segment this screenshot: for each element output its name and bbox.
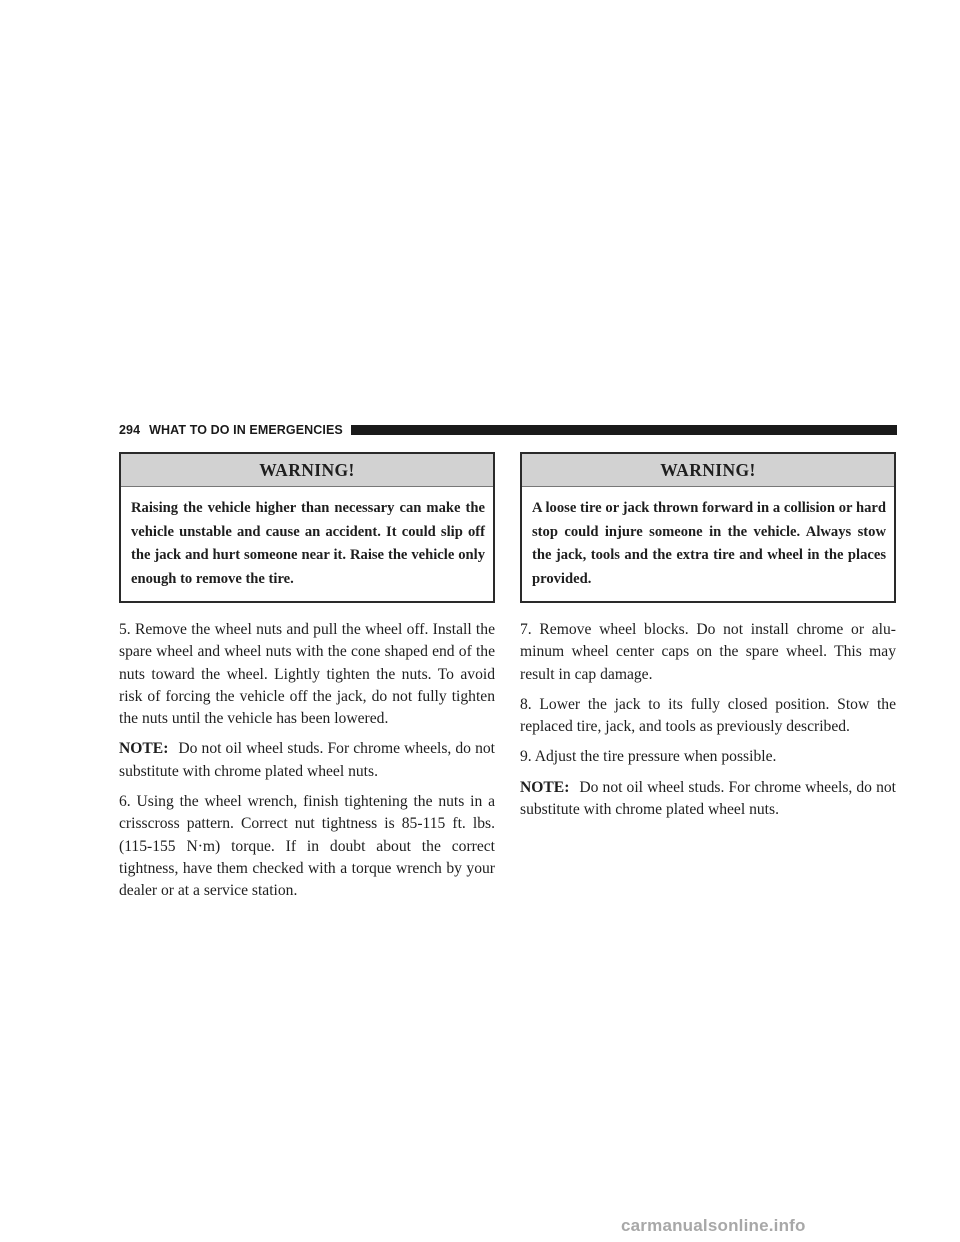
note: [520, 777, 896, 822]
watermark-logo: carmanualsonline.info: [621, 1216, 806, 1235]
note-text: Do not oil wheel studs. For chrome wheels, do not substitute with chrome plated wheel nuts.: [119, 740, 495, 780]
warning-box: [119, 452, 495, 603]
warning-title: WARNING!: [522, 454, 894, 487]
warning-text: Raising the vehicle higher than necessary can make the vehicle unstable and cause an accident. It could slip off the jack and hurt someone near it. Raise the vehicle only enough to remove the tire.: [131, 500, 485, 587]
step-5: 5. Remove the wheel nuts and pull the wheel off. Install the spare wheel and wheel nuts with the cone shaped end of the nuts toward the wheel. Lightly tighten the nuts. To avoid risk of forcing the vehicle off the jack, do not fully tighten the nuts until the vehicle has been lowered.: [119, 621, 495, 728]
section-title: WHAT TO DO IN EMERGENCIES: [149, 423, 343, 437]
note: [119, 738, 495, 783]
warning-text: A loose tire or jack thrown forward in a collision or hard stop could injure someone in the vehicle. Always stow the jack, tools and the extra tire and wheel in the places provided.: [532, 500, 886, 587]
warning-box: [520, 452, 896, 603]
right-column: [520, 452, 896, 829]
step-9: 9. Adjust the tire pressure when possible.: [520, 748, 777, 766]
step-6: 6. Using the wheel wrench, finish tightening the nuts in a crisscross pattern. Correct nut tightness is 85-115 ft. lbs. (115-155 N·m) torque. If in doubt about the correct tightness, have them checked with a torque wrench by your dealer or at a service station.: [119, 793, 495, 900]
step-7: 7. Remove wheel blocks. Do not install chrome or alu-minum wheel center caps on the spare wheel. This may result in cap damage.: [520, 621, 896, 683]
warning-title: WARNING!: [121, 454, 493, 487]
header-rule: [351, 425, 897, 435]
page-header: [119, 423, 897, 437]
note-label: NOTE:: [520, 778, 570, 796]
page-number: 294: [119, 423, 141, 437]
left-column: [119, 452, 495, 911]
note-label: NOTE:: [119, 740, 169, 758]
step-8: 8. Lower the jack to its fully closed position. Stow the replaced tire, jack, and tools as previously described.: [520, 695, 896, 736]
note-text: Do not oil wheel studs. For chrome wheels, do not substitute with chrome plated wheel nuts.: [520, 778, 896, 819]
